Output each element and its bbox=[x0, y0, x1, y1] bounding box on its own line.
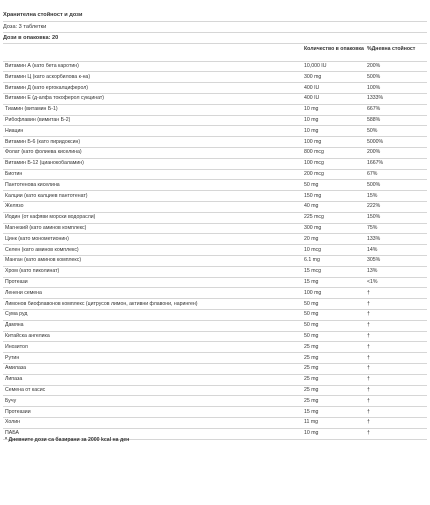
ingredient-name: ПАБА bbox=[5, 430, 19, 437]
row-divider bbox=[3, 331, 427, 332]
row-divider bbox=[3, 277, 427, 278]
row-divider bbox=[3, 428, 427, 429]
daily-value: 150% bbox=[367, 214, 381, 221]
row-divider bbox=[3, 385, 427, 386]
ingredient-name: Биотин bbox=[5, 171, 23, 177]
ingredient-name: Селен (като аминов комплекс) bbox=[5, 246, 79, 253]
row-divider bbox=[3, 190, 427, 191]
amount: 200 mcg bbox=[304, 171, 324, 177]
row-divider bbox=[3, 266, 427, 267]
row-divider bbox=[3, 71, 427, 72]
amount: 15 mg bbox=[304, 279, 319, 285]
row-divider bbox=[3, 125, 427, 126]
amount: 10 mg bbox=[304, 127, 319, 134]
daily-value: 500% bbox=[367, 73, 381, 80]
row-divider bbox=[3, 93, 427, 94]
daily-value: † bbox=[367, 397, 370, 404]
row-divider bbox=[3, 374, 427, 375]
row-divider bbox=[3, 406, 427, 407]
divider bbox=[3, 32, 427, 33]
daily-value: 75% bbox=[367, 225, 378, 231]
daily-value: 14% bbox=[367, 246, 378, 253]
daily-value: 1333% bbox=[367, 95, 384, 102]
row-divider bbox=[3, 255, 427, 256]
amount: 25 mg bbox=[304, 354, 319, 361]
ingredient-name: Хром (като пиколинат) bbox=[5, 268, 60, 275]
amount: 100 mg bbox=[304, 289, 322, 296]
amount: 6.1 mg bbox=[304, 257, 320, 264]
row-divider bbox=[3, 179, 427, 180]
daily-value: † bbox=[367, 408, 370, 415]
row-divider bbox=[3, 320, 427, 321]
amount: 150 mg bbox=[304, 192, 322, 199]
daily-value: 200% bbox=[367, 63, 381, 69]
ingredient-name: Витамин Д (като ергокалциферол) bbox=[5, 84, 88, 91]
amount: 15 mcg bbox=[304, 268, 322, 275]
ingredient-name: Тиамин (витамин Б-1) bbox=[5, 106, 58, 113]
ingredient-name: Протеазии bbox=[5, 408, 31, 415]
daily-value: 13% bbox=[367, 268, 378, 275]
amount: 40 mg bbox=[304, 203, 319, 210]
amount: 50 mg bbox=[304, 181, 319, 188]
ingredient-name: Цинк (като монометионин) bbox=[5, 235, 69, 242]
amount: 400 IU bbox=[304, 84, 320, 91]
ingredient-name: Магнезий (като аминов комплекс) bbox=[5, 225, 87, 231]
amount: 400 IU bbox=[304, 95, 320, 102]
daily-value: † bbox=[367, 430, 370, 437]
ingredient-name: Бучу bbox=[5, 397, 17, 404]
amount: 10 mcg bbox=[304, 246, 322, 253]
amount: 50 mg bbox=[304, 333, 319, 339]
daily-value: † bbox=[367, 333, 370, 339]
ingredient-name: Ниацин bbox=[5, 127, 24, 134]
daily-value: 67% bbox=[367, 171, 378, 177]
daily-value: † bbox=[367, 311, 370, 318]
row-divider bbox=[3, 417, 427, 418]
row-divider bbox=[3, 147, 427, 148]
ingredient-name: Дамяна bbox=[5, 322, 24, 329]
amount: 15 mg bbox=[304, 408, 319, 415]
row-divider bbox=[3, 158, 427, 159]
amount: 100 mg bbox=[304, 138, 322, 145]
ingredient-name: Витамин А (като бета каротин) bbox=[5, 63, 79, 69]
row-divider bbox=[3, 212, 427, 213]
row-divider bbox=[3, 309, 427, 310]
ingredient-name: Китайска ангелика bbox=[5, 333, 50, 339]
ingredient-name: Протеази bbox=[5, 279, 28, 285]
daily-value: 100% bbox=[367, 84, 381, 91]
amount: 25 mg bbox=[304, 387, 319, 393]
amount: 10 mg bbox=[304, 117, 319, 123]
divider bbox=[3, 21, 427, 22]
row-divider bbox=[3, 287, 427, 288]
row-divider bbox=[3, 233, 427, 234]
ingredient-name: Витамин Б-6 (като пиридоксин) bbox=[5, 138, 81, 145]
ingredient-name: Ленени семена bbox=[5, 289, 42, 296]
daily-value: 305% bbox=[367, 257, 381, 264]
daily-value: † bbox=[367, 419, 370, 426]
amount: 300 mg bbox=[304, 73, 322, 80]
ingredient-name: Фолат (като фолиева киселина) bbox=[5, 149, 82, 156]
row-divider bbox=[3, 136, 427, 137]
amount: 25 mg bbox=[304, 397, 319, 404]
daily-value: 200% bbox=[367, 149, 381, 156]
daily-value: 1667% bbox=[367, 160, 384, 167]
amount: 50 mg bbox=[304, 311, 319, 318]
ingredient-name: Семена от касис bbox=[5, 387, 46, 393]
ingredient-name: Рутин bbox=[5, 354, 20, 361]
daily-value: † bbox=[367, 387, 370, 393]
amount: 11 mg bbox=[304, 419, 319, 426]
amount: 50 mg bbox=[304, 300, 319, 307]
daily-value: † bbox=[367, 322, 370, 329]
daily-value: † bbox=[367, 343, 370, 350]
daily-value: <1% bbox=[367, 279, 378, 285]
row-divider bbox=[3, 115, 427, 116]
column-header-amount: Количество в опаковка bbox=[304, 46, 364, 52]
row-divider bbox=[3, 298, 427, 299]
daily-value: 50% bbox=[367, 127, 378, 134]
amount: 50 mg bbox=[304, 322, 319, 329]
ingredient-name: Липаза bbox=[5, 376, 23, 383]
row-divider bbox=[3, 363, 427, 364]
column-header-daily-value: %Дневна стойност bbox=[367, 46, 416, 52]
daily-value: † bbox=[367, 300, 370, 307]
amount: 225 mcg bbox=[304, 214, 324, 221]
ingredient-name: Холин bbox=[5, 419, 20, 426]
amount: 10 mg bbox=[304, 430, 319, 437]
row-divider bbox=[3, 352, 427, 353]
servings-per-container: Дози в опаковка: 20 bbox=[3, 35, 59, 41]
daily-value: 588% bbox=[367, 117, 381, 123]
amount: 10 mg bbox=[304, 106, 319, 113]
daily-value: † bbox=[367, 376, 370, 383]
row-divider bbox=[3, 341, 427, 342]
amount: 20 mg bbox=[304, 235, 319, 242]
amount: 25 mg bbox=[304, 376, 319, 383]
row-divider bbox=[3, 104, 427, 105]
daily-value: 5000% bbox=[367, 138, 384, 145]
daily-value: 667% bbox=[367, 106, 381, 113]
title: Хранителна стойност и дози bbox=[3, 12, 83, 18]
ingredient-name: Желязо bbox=[5, 203, 24, 210]
daily-value: † bbox=[367, 365, 370, 372]
ingredient-name: Витамин Ц (като аскорбилова к-на) bbox=[5, 73, 91, 80]
row-divider bbox=[3, 201, 427, 202]
ingredient-name: Манган (като аминов комплекс) bbox=[5, 257, 82, 264]
amount: 800 mcg bbox=[304, 149, 324, 156]
ingredient-name: Йодин (от кафяви морски водорасли) bbox=[5, 214, 96, 221]
daily-value: 500% bbox=[367, 181, 381, 188]
amount: 300 mg bbox=[304, 225, 322, 231]
ingredient-name: Инозитол bbox=[5, 343, 28, 350]
serving-size: Доза: 3 таблетки bbox=[3, 24, 47, 30]
amount: 100 mcg bbox=[304, 160, 324, 167]
row-divider bbox=[3, 223, 427, 224]
ingredient-name: Лимонов биофлавонов комплекс (цитрусов лимон, активни флавони, наринген) bbox=[5, 300, 198, 307]
ingredient-name: Калции (като калциев пантотенат) bbox=[5, 192, 88, 199]
row-divider bbox=[3, 169, 427, 170]
row-divider bbox=[3, 395, 427, 396]
row-divider bbox=[3, 244, 427, 245]
ingredient-name: Рибофлавин (вимитан Б-2) bbox=[5, 117, 71, 123]
daily-value: † bbox=[367, 354, 370, 361]
amount: 10,000 IU bbox=[304, 63, 327, 69]
daily-value: 15% bbox=[367, 192, 378, 199]
ingredient-name: Витамин Б-12 (цианокобаламин) bbox=[5, 160, 84, 167]
ingredient-name: Сума руд bbox=[5, 311, 28, 318]
amount: 25 mg bbox=[304, 343, 319, 350]
ingredient-name: Витамин Е (д-алфа токоферол сукцинат) bbox=[5, 95, 104, 102]
table-top-border bbox=[3, 43, 427, 44]
ingredient-name: Амилаза bbox=[5, 365, 27, 372]
row-divider bbox=[3, 82, 427, 83]
daily-value: 133% bbox=[367, 235, 381, 242]
footnote: * Дневните дози са базирани за 2000 kcal на ден bbox=[5, 437, 130, 443]
daily-value: 222% bbox=[367, 203, 381, 210]
daily-value: † bbox=[367, 289, 370, 296]
row-divider bbox=[3, 61, 427, 62]
ingredient-name: Пантотенова киселина bbox=[5, 181, 60, 188]
amount: 25 mg bbox=[304, 365, 319, 372]
